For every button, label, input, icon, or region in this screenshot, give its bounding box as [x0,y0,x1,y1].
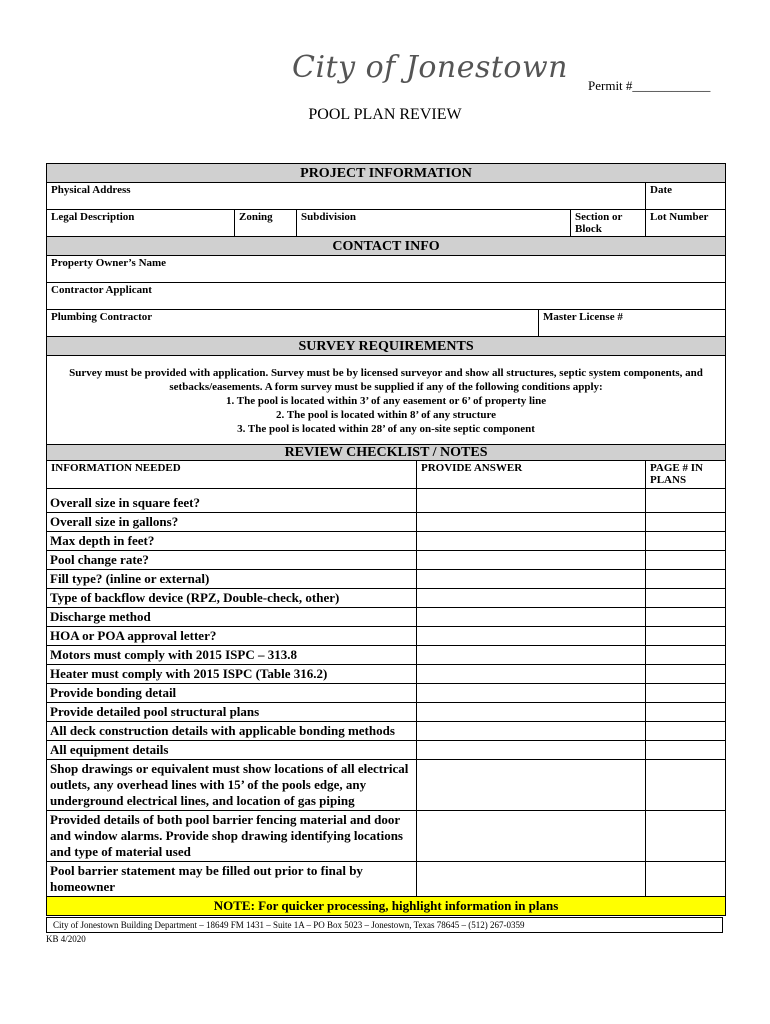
answer-cell[interactable] [417,589,646,608]
answer-cell[interactable] [417,684,646,703]
answer-cell[interactable] [417,551,646,570]
checklist-question: Provide bonding detail [47,684,417,703]
checklist-question: Shop drawings or equivalent must show locations of all electrical outlets, any overhead lines with 15’ of the pools edge, any underground electrical lines, and location of gas piping [47,760,417,811]
survey-condition: 2. The pool is located within 8’ of any structure [276,409,497,421]
answer-cell[interactable] [417,489,646,513]
checklist-question: Pool change rate? [47,551,417,570]
page-number-cell[interactable] [646,551,726,570]
checklist-row [47,627,726,646]
checklist-row [47,760,726,811]
checklist-row [47,589,726,608]
checklist-row [47,722,726,741]
checklist-row [47,646,726,665]
checklist-question: All equipment details [47,741,417,760]
survey-requirements-header [47,337,726,356]
checklist-question: Provided details of both pool barrier fencing material and door and window alarms. Provide shop drawing identifying locations and type of material used [47,811,417,862]
checklist-question: Fill type? (inline or external) [47,570,417,589]
page-number-cell[interactable] [646,703,726,722]
checklist-row [47,703,726,722]
page-number-cell[interactable] [646,665,726,684]
checklist-row [47,551,726,570]
project-information-header [47,164,726,183]
checklist-question: Provide detailed pool structural plans [47,703,417,722]
subdivision-field[interactable]: Subdivision [297,210,571,237]
page-number-cell[interactable] [646,741,726,760]
checklist-row [47,862,726,897]
answer-cell[interactable] [417,646,646,665]
answer-cell[interactable] [417,665,646,684]
processing-note: NOTE: For quicker processing, highlight information in plans [47,897,726,916]
answer-cell[interactable] [417,741,646,760]
contractor-applicant-field[interactable]: Contractor Applicant [47,283,726,310]
page-number-cell[interactable] [646,570,726,589]
survey-condition: 1. The pool is located within 3’ of any easement or 6’ of property line [225,395,547,407]
page-number-cell[interactable] [646,722,726,741]
section-or-block-field[interactable]: Section or Block [571,210,646,237]
master-license-field[interactable]: Master License # [539,310,726,337]
checklist-row [47,489,726,513]
checklist-question: Max depth in feet? [47,532,417,551]
survey-requirements-text [47,356,726,445]
page-number-cell[interactable] [646,760,726,811]
survey-paragraph: Survey must be provided with application. Survey must be by licensed surveyor and show all structures, septic system components, and setbacks/easements. A form survey must be supplied if any of the following conditions apply: [69,367,703,393]
legal-description-field[interactable]: Legal Description [47,210,235,237]
answer-cell[interactable] [417,627,646,646]
page-number-cell[interactable] [646,589,726,608]
checklist-question: HOA or POA approval letter? [47,627,417,646]
pool-plan-form [46,163,726,916]
revision-code: KB 4/2020 [46,934,86,944]
property-owner-field[interactable]: Property Owner’s Name [47,256,726,283]
checklist-question: Heater must comply with 2015 ISPC (Table 316.2) [47,665,417,684]
page-number-cell[interactable] [646,684,726,703]
checklist-question: Motors must comply with 2015 ISPC – 313.8 [47,646,417,665]
checklist-row [47,684,726,703]
checklist-question: Overall size in square feet? [47,489,417,513]
page-number-cell[interactable] [646,489,726,513]
page-title: POOL PLAN REVIEW [308,106,462,123]
answer-cell[interactable] [417,608,646,627]
column-header-information: INFORMATION NEEDED [47,461,417,489]
section-heading: CONTACT INFO [47,237,726,256]
page-number-cell[interactable] [646,862,726,897]
checklist-row [47,513,726,532]
permit-number-label: Permit #____________ [588,78,711,93]
page-number-cell[interactable] [646,532,726,551]
answer-cell[interactable] [417,811,646,862]
checklist-row [47,570,726,589]
checklist-row [47,741,726,760]
page-number-cell[interactable] [646,811,726,862]
checklist-question: Pool barrier statement may be filled out prior to final by homeowner [47,862,417,897]
page-number-cell[interactable] [646,513,726,532]
answer-cell[interactable] [417,570,646,589]
contact-info-header [47,237,726,256]
checklist-question: Overall size in gallons? [47,513,417,532]
answer-cell[interactable] [417,532,646,551]
answer-cell[interactable] [417,862,646,897]
answer-cell[interactable] [417,760,646,811]
checklist-row [47,811,726,862]
physical-address-field[interactable]: Physical Address [47,183,646,210]
survey-condition: 3. The pool is located within 28’ of any on-site septic component [237,423,535,435]
answer-cell[interactable] [417,722,646,741]
city-logo: City of Jonestown [292,50,568,85]
lot-number-field[interactable]: Lot Number [646,210,726,237]
section-heading: REVIEW CHECKLIST / NOTES [47,445,726,461]
column-header-answer: PROVIDE ANSWER [417,461,646,489]
section-heading: SURVEY REQUIREMENTS [47,337,726,356]
column-header-page: PAGE # IN PLANS [646,461,726,489]
page-number-cell[interactable] [646,646,726,665]
section-heading: PROJECT INFORMATION [47,164,726,183]
page-number-cell[interactable] [646,627,726,646]
checklist-question: Type of backflow device (RPZ, Double-check, other) [47,589,417,608]
checklist-row [47,608,726,627]
checklist-row [47,665,726,684]
plumbing-contractor-field[interactable]: Plumbing Contractor [47,310,539,337]
checklist-question: Discharge method [47,608,417,627]
checklist-rows [47,489,726,897]
checklist-question: All deck construction details with applicable bonding methods [47,722,417,741]
note-row [47,897,726,916]
answer-cell[interactable] [417,703,646,722]
checklist-row [47,532,726,551]
footer-address: City of Jonestown Building Department – 18649 FM 1431 – Suite 1A – PO Box 5023 – Jonestown, Texas 78645 – (512) 267-0359 [46,917,723,933]
answer-cell[interactable] [417,513,646,532]
review-checklist-header [47,445,726,461]
date-field[interactable]: Date [646,183,726,210]
page-number-cell[interactable] [646,608,726,627]
zoning-field[interactable]: Zoning [235,210,297,237]
